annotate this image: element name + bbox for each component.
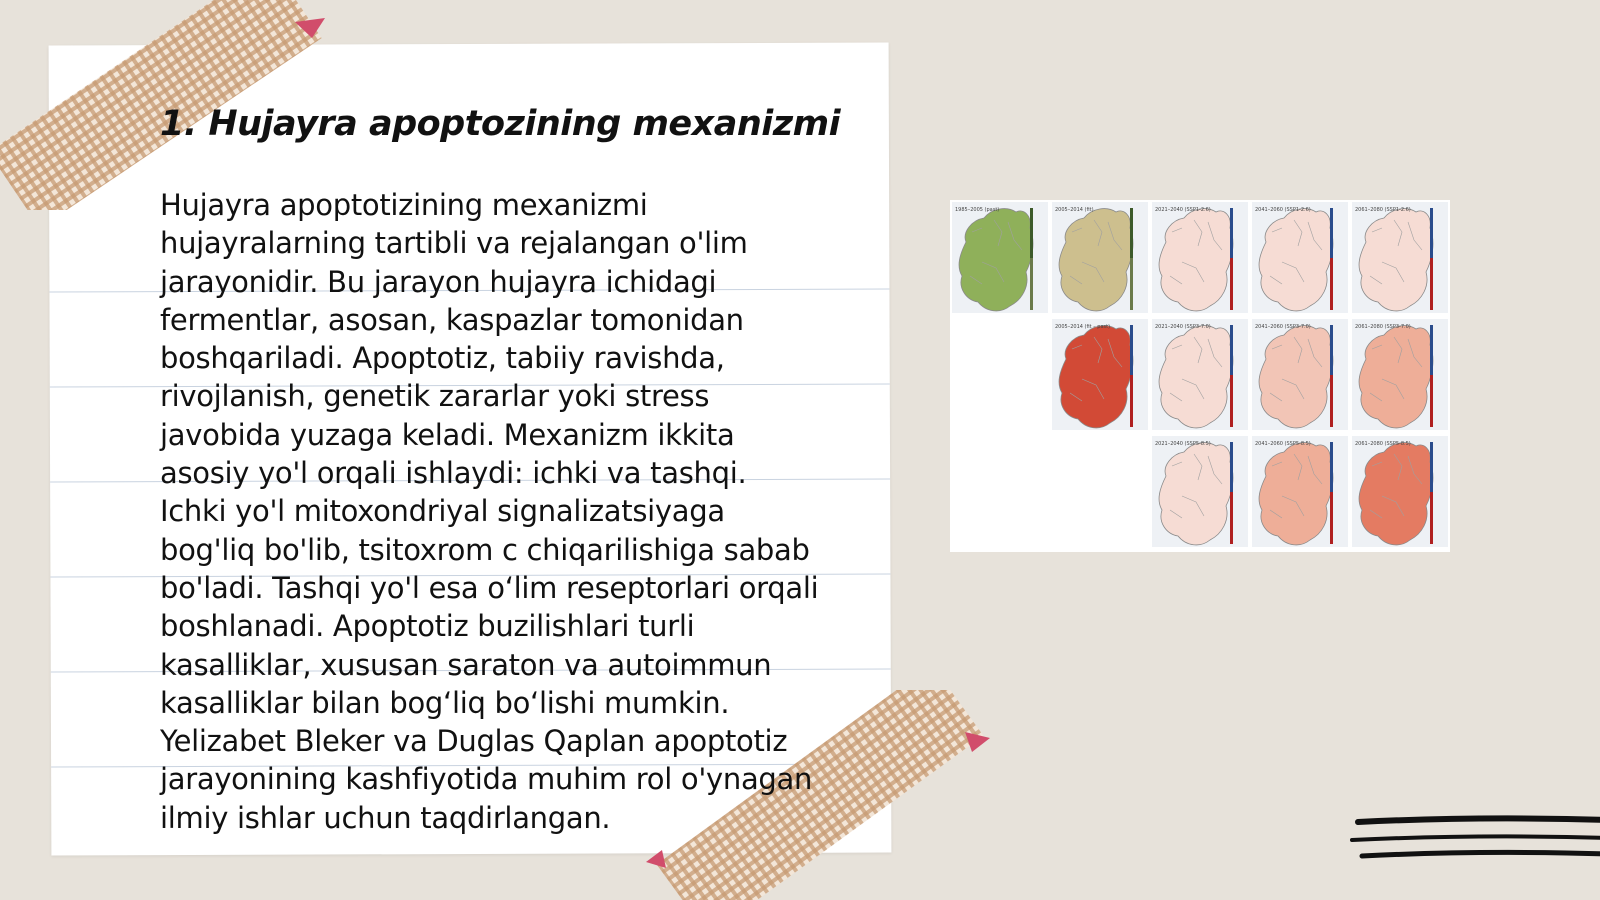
map-panel (1352, 319, 1448, 430)
slide-paragraph: Hujayra apoptotizining mexanizmi hujayralarning tartibli va rejalangan o'lim jarayonidir. Bu jarayon hujayra ichidagi fermentlar, asosan, kaspazlar tomonidan boshqariladi. Apoptotiz, tabiiy ravishda, rivojlanish, genetik zararlar yoki stress javobida yuzaga keladi. Mexanizm ikkita asosiy yo'l orqali ishlaydi: ichki va tashqi. Ichki yo'l mitoxondriyal signalizatsiyaga bog'liq bo'lib, tsitoxrom c chiqarilishiga sabab bo'ladi. Tashqi yo'l esa o‘lim reseptorlari orqali boshlanadi. Apoptotiz buzilishlari turli kasalliklar, xususan saraton va autoimmun kasalliklar bilan bog‘liq bo‘lishi mumkin. Yelizabet Bleker va Duglas Qaplan apoptotiz jarayonining kashfiyotida muhim rol o'ynagan ilmiy ishlar uchun taqdirlangan. (160, 188, 819, 835)
map-panel-label: 2021–2040 (SSP1-2.6) (1155, 207, 1211, 213)
map-panel-label: 2005–2014 (fit – past) (1055, 324, 1111, 330)
slide-title: 1. Hujayra apoptozining mexanizmi (160, 104, 841, 144)
map-panel (1352, 202, 1448, 313)
map-panel-label: 2061–2080 (SSP5-8.5) (1355, 441, 1411, 447)
map-panel (1352, 436, 1448, 547)
europe-maps-grid-image (950, 200, 1450, 552)
map-panel-label: 2061–2080 (SSP1-2.6) (1355, 207, 1411, 213)
map-panel (1252, 319, 1348, 430)
brush-stroke-lines (1350, 810, 1600, 870)
map-panel-label: 2005–2014 (fit) (1055, 207, 1094, 213)
map-panel (1052, 319, 1148, 430)
map-panel (1152, 436, 1248, 547)
map-panel (952, 202, 1048, 313)
tape-corner-accent (965, 732, 990, 752)
map-panel-label: 2021–2040 (SSP5-8.5) (1155, 441, 1211, 447)
map-panel-label: 2041–2060 (SSP5-8.5) (1255, 441, 1311, 447)
europe-maps-figure (950, 200, 1450, 552)
map-panel (1252, 436, 1348, 547)
map-panel (1152, 319, 1248, 430)
map-panel (1252, 202, 1348, 313)
tape-corner-accent (646, 850, 666, 868)
map-panel-label: 2041–2060 (SSP1-2.6) (1255, 207, 1311, 213)
map-panel (1052, 202, 1148, 313)
map-panel (1152, 202, 1248, 313)
map-panel-label: 1985–2005 (past) (955, 207, 1000, 213)
map-panel-label: 2021–2040 (SSP3-7.0) (1155, 324, 1211, 330)
map-panel-label: 2041–2060 (SSP3-7.0) (1255, 324, 1311, 330)
map-panel-label: 2061–2080 (SSP3-7.0) (1355, 324, 1411, 330)
